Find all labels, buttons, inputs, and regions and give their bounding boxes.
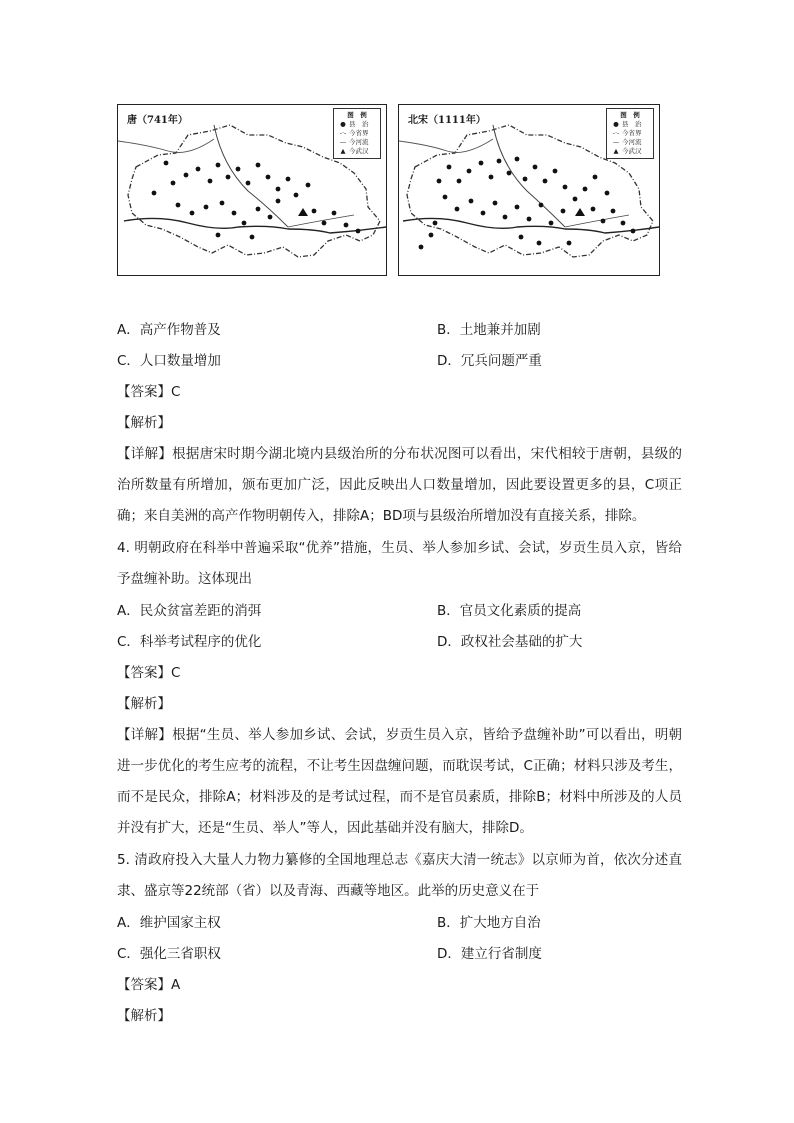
q3-answer: 【答案】C [117, 384, 181, 400]
q3-detail: 【详解】根据唐宋时期今湖北境内县级治所的分布状况图可以看出，宋代相较于唐朝，县级的治所数量有所增加，颁布更加广泛，因此反映出人口数量增加，因此要设置更多的县，C项正确；来自美洲的高产作物明朝传入，排除A；BD项与县级治所增加没有直接关系，排除。 [117, 446, 682, 524]
q4-stem: 4. 明朝政府在科举中普遍采取“优养”措施，生员、举人参加乡试、会试，岁贡生员入京，皆给予盘缠补助。这体现出 [117, 540, 682, 587]
q5-option-c: C．强化三省职权 [117, 946, 221, 962]
q5-answer: 【答案】A [117, 977, 181, 993]
q5-stem: 5. 清政府投入大量人力物力纂修的全国地理总志《嘉庆大清一统志》以京师为首，依次分述直隶、盛京等22统部（省）以及青海、西藏等地区。此举的历史意义在于 [117, 852, 682, 899]
legend-item: 今武汉 [622, 147, 642, 155]
legend-title: 图 例 [347, 111, 367, 119]
map-legend [606, 108, 654, 159]
q3-option-c: C．人口数量增加 [117, 353, 221, 369]
q5-option-b: B．扩大地方自治 [437, 915, 541, 931]
tang-county-dots [152, 161, 361, 240]
q5-analysis-label: 【解析】 [117, 1008, 171, 1024]
dash-dot-line-icon: -·- [339, 129, 347, 137]
triangle-icon: ▲ [340, 147, 346, 155]
map-title: 北宋（1111年） [408, 115, 486, 126]
q4-analysis-label: 【解析】 [117, 696, 171, 712]
triangle-icon: ▲ [613, 147, 619, 155]
legend-item: 今河流 [349, 138, 369, 146]
q4-option-a: A．民众贫富差距的消弭 [117, 603, 262, 619]
q4-option-d: D．政权社会基础的扩大 [437, 634, 583, 650]
map-legend [333, 108, 381, 159]
q4-detail: 【详解】根据“生员、举人参加乡试、会试，岁贡生员入京，皆给予盘缠补助”可以看出，明朝进一步优化的考生应考的流程，不让考生因盘缠问题，而耽误考试，C正确；材料只涉及考生，而不是民众，排除A；材料涉及的是考试过程，而不是官员素质，排除B；材料中所涉及的人员并没有扩大，还是“生员、举人”等人，因此基础并没有脑大，排除D。 [117, 727, 682, 836]
map-title: 唐（741年） [127, 115, 188, 126]
county-dot-icon: ● [340, 120, 346, 128]
q4-answer: 【答案】C [117, 665, 181, 681]
q5-option-d: D．建立行省制度 [437, 946, 542, 962]
q4-option-c: C．科举考试程序的优化 [117, 634, 262, 650]
q4-option-b: B．官员文化素质的提高 [437, 603, 582, 619]
river-line-icon: — [612, 138, 620, 146]
song-county-dots [419, 157, 636, 250]
legend-item: 县 治 [349, 120, 369, 128]
legend-item: 今省界 [622, 129, 642, 137]
q3-option-d: D．冗兵问题严重 [437, 353, 542, 369]
q3-option-a: A．高产作物普及 [117, 322, 221, 338]
county-dot-icon: ● [613, 120, 619, 128]
dash-dot-line-icon: -·- [612, 129, 620, 137]
legend-item: 今武汉 [349, 147, 369, 155]
county-seat-maps [117, 104, 667, 276]
river-line-icon: — [339, 138, 347, 146]
legend-item: 今河流 [622, 138, 642, 146]
legend-title: 图 例 [620, 111, 640, 119]
tang-map [117, 104, 387, 276]
legend-item: 县 治 [622, 120, 642, 128]
song-map [398, 104, 660, 276]
legend-item: 今省界 [349, 129, 369, 137]
q3-option-b: B．土地兼并加剧 [437, 322, 541, 338]
q3-analysis-label: 【解析】 [117, 415, 171, 431]
q5-option-a: A．维护国家主权 [117, 915, 221, 931]
